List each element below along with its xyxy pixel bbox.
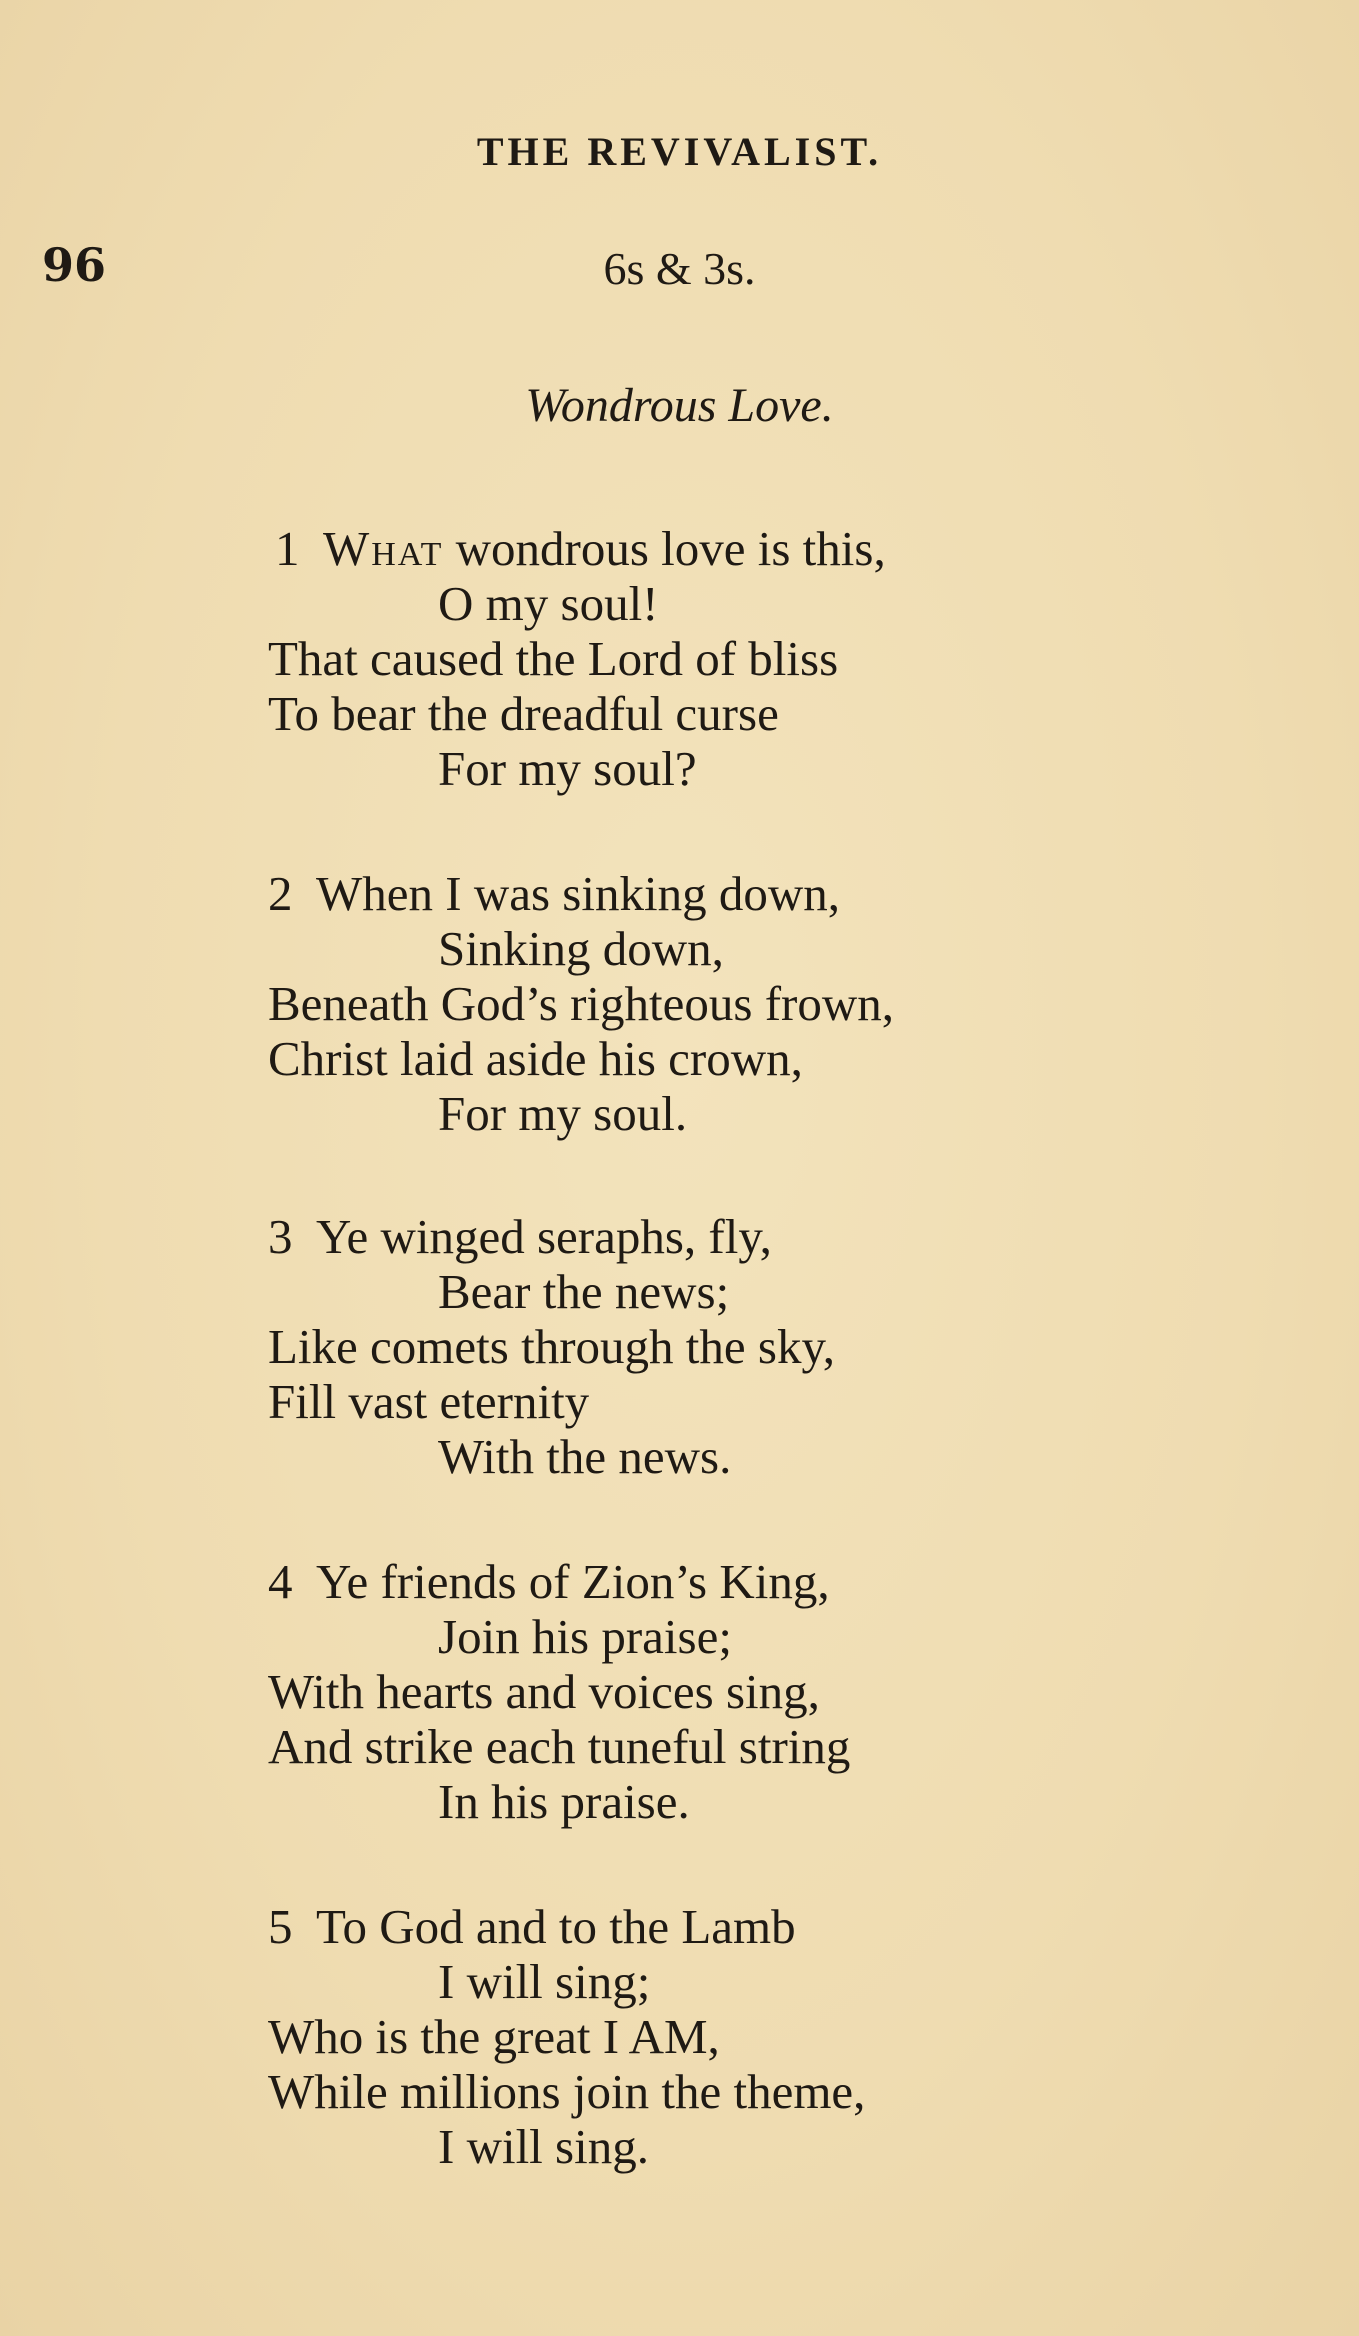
stanza-line: In his praise. (438, 1774, 690, 1829)
stanza-line: To bear the dreadful curse (268, 686, 779, 741)
stanza-line: With hearts and voices sing, (268, 1664, 820, 1719)
stanza-line: I will sing. (438, 2119, 649, 2174)
stanza-number: 3 (268, 1209, 293, 1264)
stanza-line: And strike each tuneful string (268, 1719, 851, 1774)
stanza-number: 1 (275, 521, 300, 576)
stanza-number: 5 (268, 1899, 293, 1954)
stanza-line-text: Ye friends of Zion’s King, (316, 1554, 830, 1609)
stanza-line (275, 522, 886, 576)
stanza-line: Beneath God’s righteous frown, (268, 976, 894, 1031)
stanza-line: That caused the Lord of bliss (268, 631, 839, 686)
stanza-number: 4 (268, 1554, 293, 1609)
hymn-meter: 6s & 3s. (603, 243, 756, 294)
stanza-line (268, 1900, 796, 1954)
stanza-line: Bear the news; (438, 1264, 730, 1319)
stanza-line: With the news. (438, 1429, 732, 1484)
stanza-number: 2 (268, 866, 293, 921)
stanza-line-text: To God and to the Lamb (316, 1899, 796, 1954)
stanza-line-text: wondrous love is this, (455, 521, 886, 576)
stanza-line-text: When I was sinking down, (316, 866, 840, 921)
stanza-line: Join his praise; (438, 1609, 732, 1664)
hymn-title: Wondrous Love. (525, 379, 834, 432)
stanza-first-word: What (323, 521, 444, 576)
stanza-line (268, 1210, 772, 1264)
stanza-line: For my soul? (438, 741, 697, 796)
stanza-line: Like comets through the sky, (268, 1319, 836, 1374)
stanza-line: Fill vast eternity (268, 1374, 590, 1429)
stanza-line: O my soul! (438, 576, 659, 631)
stanza-line: While millions join the theme, (268, 2064, 866, 2119)
stanza-line-text: Ye winged seraphs, fly, (316, 1209, 772, 1264)
stanza-line: Who is the great I AM, (268, 2009, 720, 2064)
running-head: THE REVIVALIST. (476, 129, 883, 174)
stanza-line (268, 867, 840, 921)
stanza-line: For my soul. (438, 1086, 688, 1141)
stanza-line: Sinking down, (438, 921, 724, 976)
stanza-line: I will sing; (438, 1954, 651, 2009)
stanza-line (268, 1555, 830, 1609)
hymn-number: 96 (42, 238, 107, 292)
stanza-line: Christ laid aside his crown, (268, 1031, 803, 1086)
